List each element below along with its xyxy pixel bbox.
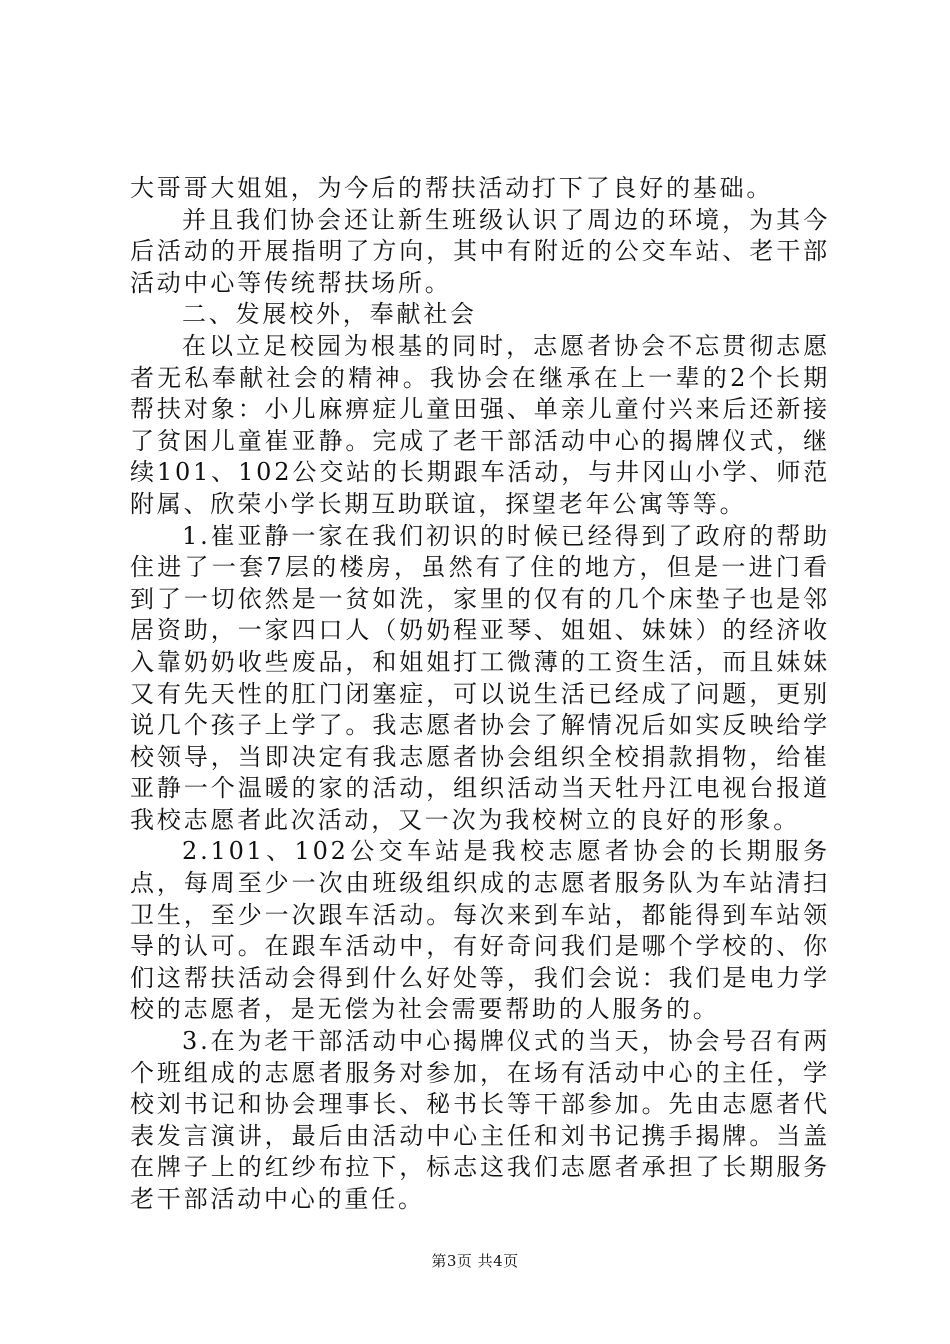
paragraph-item-2: 2.101、102公交车站是我校志愿者协会的长期服务点，每周至少一次由班级组织成的志愿者服务队为车站清扫卫生，至少一次跟车活动。每次来到车站，都能得到车站领导的认可。在跟车活动中，有好奇问我们是哪个学校的、你们这帮扶活动会得到什么好处等，我们会说：我们是电力学校的志愿者，是无偿为社会需要帮助的人服务的。 [130, 837, 830, 1024]
page-number-footer: 第3页 共4页 [431, 1252, 519, 1270]
paragraph-continuation: 大哥哥大姐姐，为今后的帮扶活动打下了良好的基础。 [130, 174, 774, 202]
paragraph-new-class-environment: 并且我们协会还让新生班级认识了周边的环境，为其今后活动的开展指明了方向，其中有附近的公交车站、老干部活动中心等传统帮扶场所。 [130, 205, 830, 297]
paragraph-item-1: 1.崔亚静一家在我们初识的时候已经得到了政府的帮助住进了一套7层的楼房，虽然有了住的地方，但是一进门看到了一切依然是一贫如洗，家里的仅有的几个床垫子也是邻居资助，一家四口人（奶奶程亚琴、姐姐、妹妹）的经济收入靠奶奶收些废品，和姐姐打工微薄的工资生活，而且妹妹又有先天性的肛门闭塞症，可以说生活已经成了问题，更别说几个孩子上学了。我志愿者协会了解情况后如实反映给学校领导，当即决定有我志愿者协会组织全校捐款捐物，给崔亚静一个温暖的家的活动，组织活动当天牡丹江电视台报道我校志愿者此次活动，又一次为我校树立的良好的形象。 [130, 521, 830, 834]
paragraph-outreach-overview: 在以立足校园为根基的同时，志愿者协会不忘贯彻志愿者无私奉献社会的精神。我协会在继承在上一辈的2个长期帮扶对象：小儿麻痹症儿童田强、单亲儿童付兴来后还新接了贫困儿童崔亚静。完成了老干部活动中心的揭牌仪式，继续101、102公交站的长期跟车活动，与井冈山小学、师范附属、欣荣小学长期互助联谊，探望老年公寓等等。 [130, 331, 830, 518]
section-heading-outreach: 二、发展校外，奉献社会 [182, 300, 477, 329]
document-body [130, 173, 830, 1216]
paragraph-item-3: 3.在为老干部活动中心揭牌仪式的当天，协会号召有两个班组成的志愿者服务对参加，在场有活动中心的主任，学校刘书记和协会理事长、秘书长等干部参加。先由志愿者代表发言演讲，最后由活动中心主任和刘书记携手揭牌。当盖在牌子上的红纱布拉下，标志这我们志愿者承担了长期服务老干部活动中心的重任。 [130, 1027, 830, 1213]
